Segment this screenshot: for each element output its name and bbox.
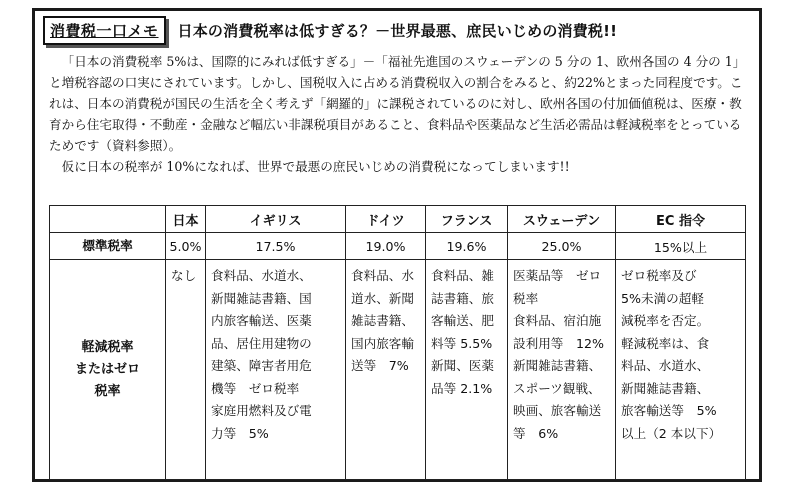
column-header: スウェーデン [508, 206, 616, 233]
table-cell: 食料品、雑 誌書籍、旅 客輸送、肥 料等 5.5% 新聞、医薬 品等 2.1% [426, 260, 508, 480]
column-header: EC 指令 [616, 206, 746, 233]
table-cell: 食料品、水道水、 新聞雑誌書籍、国 内旅客輸送、医薬 品、居住用建物の 建築、障害者用危 機等 ゼロ税率 家庭用燃料及び電 力等 5% [206, 260, 346, 480]
memo-title: 日本の消費税率は低すぎる？－世界最悪、庶民いじめの消費税!! [177, 21, 618, 40]
column-header: ドイツ [346, 206, 426, 233]
reduced-rate-row [50, 260, 746, 480]
table-cell: なし [166, 260, 206, 480]
table-cell: 19.0% [346, 233, 426, 260]
table-header-row [50, 206, 746, 233]
table-cell: 医薬品等 ゼロ 税率 食料品、宿泊施 設利用等 12% 新聞雑誌書籍、 スポーツ観戦、 映画、旅客輸送 等 6% [508, 260, 616, 480]
paragraph-1: 「日本の消費税率 5%は、国際的にみれば低すぎる」－「福祉先進国のスウェーデンの 5 分の 1、欧州各国の 4 分の 1」と増税容認の口実にされています。しかし、国税収入に占める消費税収入の割合をみると、約22%とまった同程度です。これは、日本の消費税が国民の生活を全く考えず「網羅的」に課税されているのに対し、欧州各国の付加価値税は、医療・教育から住宅取得・不動産・金融など幅広い非課税項目があること、食料品や医薬品など生活必需品は軽減税率をとっているためです（資料参照）。 [49, 54, 743, 153]
memo-frame [32, 8, 762, 482]
table-cell: 17.5% [206, 233, 346, 260]
table-cell: 25.0% [508, 233, 616, 260]
column-header: イギリス [206, 206, 346, 233]
memo-tag: 消費税一口メモ [43, 16, 166, 45]
table-cell: 5.0% [166, 233, 206, 260]
row-label: 標準税率 [50, 233, 166, 260]
table-cell: 19.6% [426, 233, 508, 260]
standard-rate-row [50, 233, 746, 260]
header-empty-cell [50, 206, 166, 233]
paragraph-2: 仮に日本の税率が 10%になれば、世界で最悪の庶民いじめの消費税になってしまいます!! [61, 159, 570, 174]
tax-table [49, 205, 746, 480]
row-label: 軽減税率 またはゼロ 税率 [50, 260, 166, 480]
memo-header [43, 16, 617, 44]
memo-body [49, 51, 743, 177]
column-header: 日本 [166, 206, 206, 233]
table-cell: ゼロ税率及び 5%未満の超軽 減税率を否定。 軽減税率は、食 料品、水道水、 新聞雑誌書籍、 旅客輸送等 5% 以上（2 本以下） [616, 260, 746, 480]
table-cell: 食料品、水 道水、新聞 雑誌書籍、 国内旅客輸 送等 7% [346, 260, 426, 480]
table-cell: 15%以上 [616, 233, 746, 260]
column-header: フランス [426, 206, 508, 233]
